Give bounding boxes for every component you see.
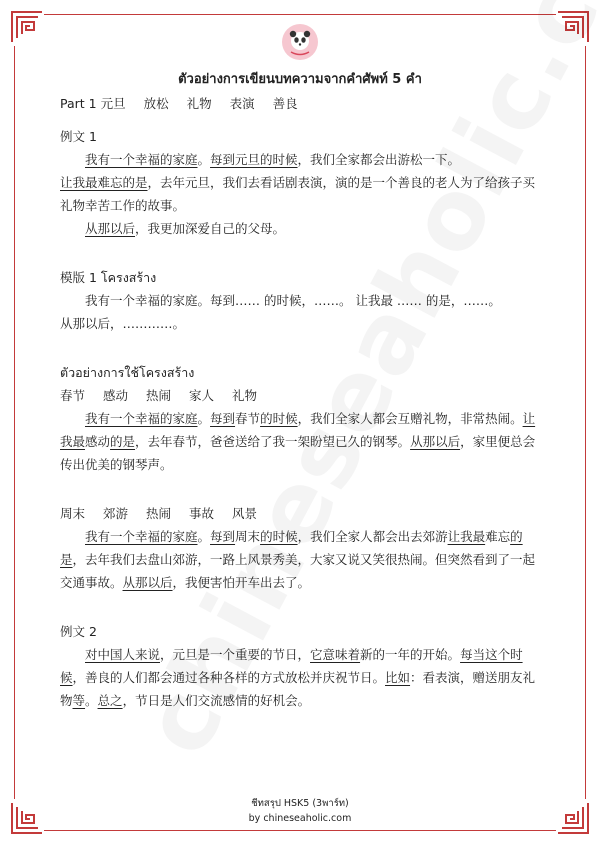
panda-logo-icon	[282, 24, 318, 60]
template1-heading: 模版 1 โครงสร้าง	[60, 270, 157, 285]
word: 元旦	[100, 96, 126, 111]
phrase-underlined: 让我最	[447, 529, 486, 544]
phrase-underlined: 让我最难忘的是	[60, 175, 148, 190]
phrase-underlined: 我有一个幸福的家庭	[85, 411, 198, 426]
word: 热闹	[146, 388, 172, 403]
example1-line3	[60, 217, 544, 240]
page-footer	[0, 796, 600, 826]
example1-line1	[60, 148, 544, 171]
set1-paragraph	[60, 407, 544, 476]
phrase-underlined: 我有一个幸福的家庭	[85, 152, 198, 167]
text: ，善良的人们都会通过各种各样的方式放松并庆祝节日。	[72, 670, 386, 685]
text: 。	[197, 411, 211, 426]
text: ，我更加深爱自己的父母。	[135, 221, 286, 236]
phrase-underlined: 从那以后	[122, 575, 173, 590]
phrase-underlined: 它意味着	[310, 647, 361, 662]
phrase-underlined: 总之	[97, 693, 123, 708]
corner-ornament-top-left	[10, 10, 44, 44]
word: 善良	[272, 96, 298, 111]
example2-paragraph	[60, 643, 544, 712]
set2-word-list	[60, 502, 544, 525]
phrase-underlined: 我有一个幸福的家庭	[85, 529, 198, 544]
text: ，我便害怕开车出去了。	[172, 575, 311, 590]
text: ，去年春节，爸爸送给了我一架盼望已久的钢琴。	[135, 434, 411, 449]
phrase-underlined: 每到元旦的时候	[210, 152, 298, 167]
word: 周末	[60, 506, 86, 521]
text: 。	[197, 529, 211, 544]
set2-paragraph	[60, 525, 544, 594]
example1-heading: 例文 1	[60, 129, 97, 144]
text: 春节	[235, 411, 261, 426]
word: 事故	[189, 506, 215, 521]
left-border-line	[14, 46, 15, 799]
phrase-underlined: 每到	[210, 529, 236, 544]
text: ，去年元旦，我们去看话剧表演，演的是一个善良的老人为了给孩子买礼物幸苦工作的故事。	[60, 175, 536, 213]
text: ，家里便总会传出优美的钢琴声。	[60, 434, 536, 472]
phrase-underlined: 从那以后	[410, 434, 461, 449]
text: ，我们全家人都会出去郊游	[297, 529, 448, 544]
word: 感动	[103, 388, 129, 403]
text: 。	[85, 693, 98, 708]
word: 表演	[229, 96, 255, 111]
part1-word-list	[60, 92, 544, 115]
footer-website[interactable]: by chineseaholic.com	[248, 813, 352, 824]
text: ，去年我们去盘山郊游，一路上风景秀美，大家又说又笑很热闹。但突然看到了一起交通事故。	[60, 552, 536, 590]
text: ：看表演，赠送朋友礼物	[60, 670, 536, 708]
word: 风景	[232, 506, 258, 521]
footer-sheet-title: ชีทสรุป HSK5 (3พาร์ท)	[251, 798, 349, 809]
corner-ornament-top-right	[556, 10, 590, 44]
word: 礼物	[186, 96, 212, 111]
text: ，我们全家人都会互赠礼物，非常热闹。	[297, 411, 523, 426]
word: 郊游	[103, 506, 129, 521]
phrase-underlined: 等	[72, 693, 86, 708]
top-border-line	[44, 14, 556, 15]
phrase-underlined: 的是	[60, 529, 523, 567]
bottom-border-line	[44, 830, 556, 831]
text: 周末	[235, 529, 261, 544]
example2-heading: 例文 2	[60, 624, 97, 639]
text: 。	[197, 152, 211, 167]
part1-label: Part 1	[60, 96, 97, 111]
word: 放松	[143, 96, 169, 111]
phrase-underlined: 对中国人来说	[85, 647, 161, 662]
text: ，我们全家都会出游松一下。	[297, 152, 461, 167]
set1-word-list	[60, 384, 544, 407]
right-border-line	[585, 46, 586, 799]
template1-line1: 我有一个幸福的家庭。每到…… 的时候，……。 让我最 …… 的是，……。	[85, 293, 501, 308]
word: 春节	[60, 388, 86, 403]
word: 礼物	[232, 388, 258, 403]
phrase-underlined: 的是	[110, 434, 136, 449]
document-body	[60, 92, 544, 712]
page-title: ตัวอย่างการเขียนบทความจากคำศัพท์ 5 คำ	[178, 72, 422, 87]
phrase-underlined: 的时候	[260, 411, 298, 426]
phrase-underlined: 的时候	[260, 529, 298, 544]
example1-line2	[60, 171, 544, 217]
phrase-underlined: 比如	[385, 670, 411, 685]
text: ，节日是人们交流感情的好机会。	[122, 693, 311, 708]
phrase-underlined: 让我最	[60, 411, 536, 449]
word: 热闹	[146, 506, 172, 521]
phrase-underlined: 每到	[210, 411, 236, 426]
text: 难忘	[485, 529, 511, 544]
text: ，元旦是一个重要的节日，	[160, 647, 311, 662]
text: 新的一年的开始。	[360, 647, 461, 662]
phrase-underlined: 从那以后	[85, 221, 136, 236]
template1-line2: 从那以后，…………。	[60, 316, 186, 331]
structure-example-heading: ตัวอย่างการใช้โครงสร้าง	[60, 365, 195, 380]
phrase-underlined: 每当这个时候	[60, 647, 523, 685]
text: 感动	[85, 434, 111, 449]
word: 家人	[189, 388, 215, 403]
